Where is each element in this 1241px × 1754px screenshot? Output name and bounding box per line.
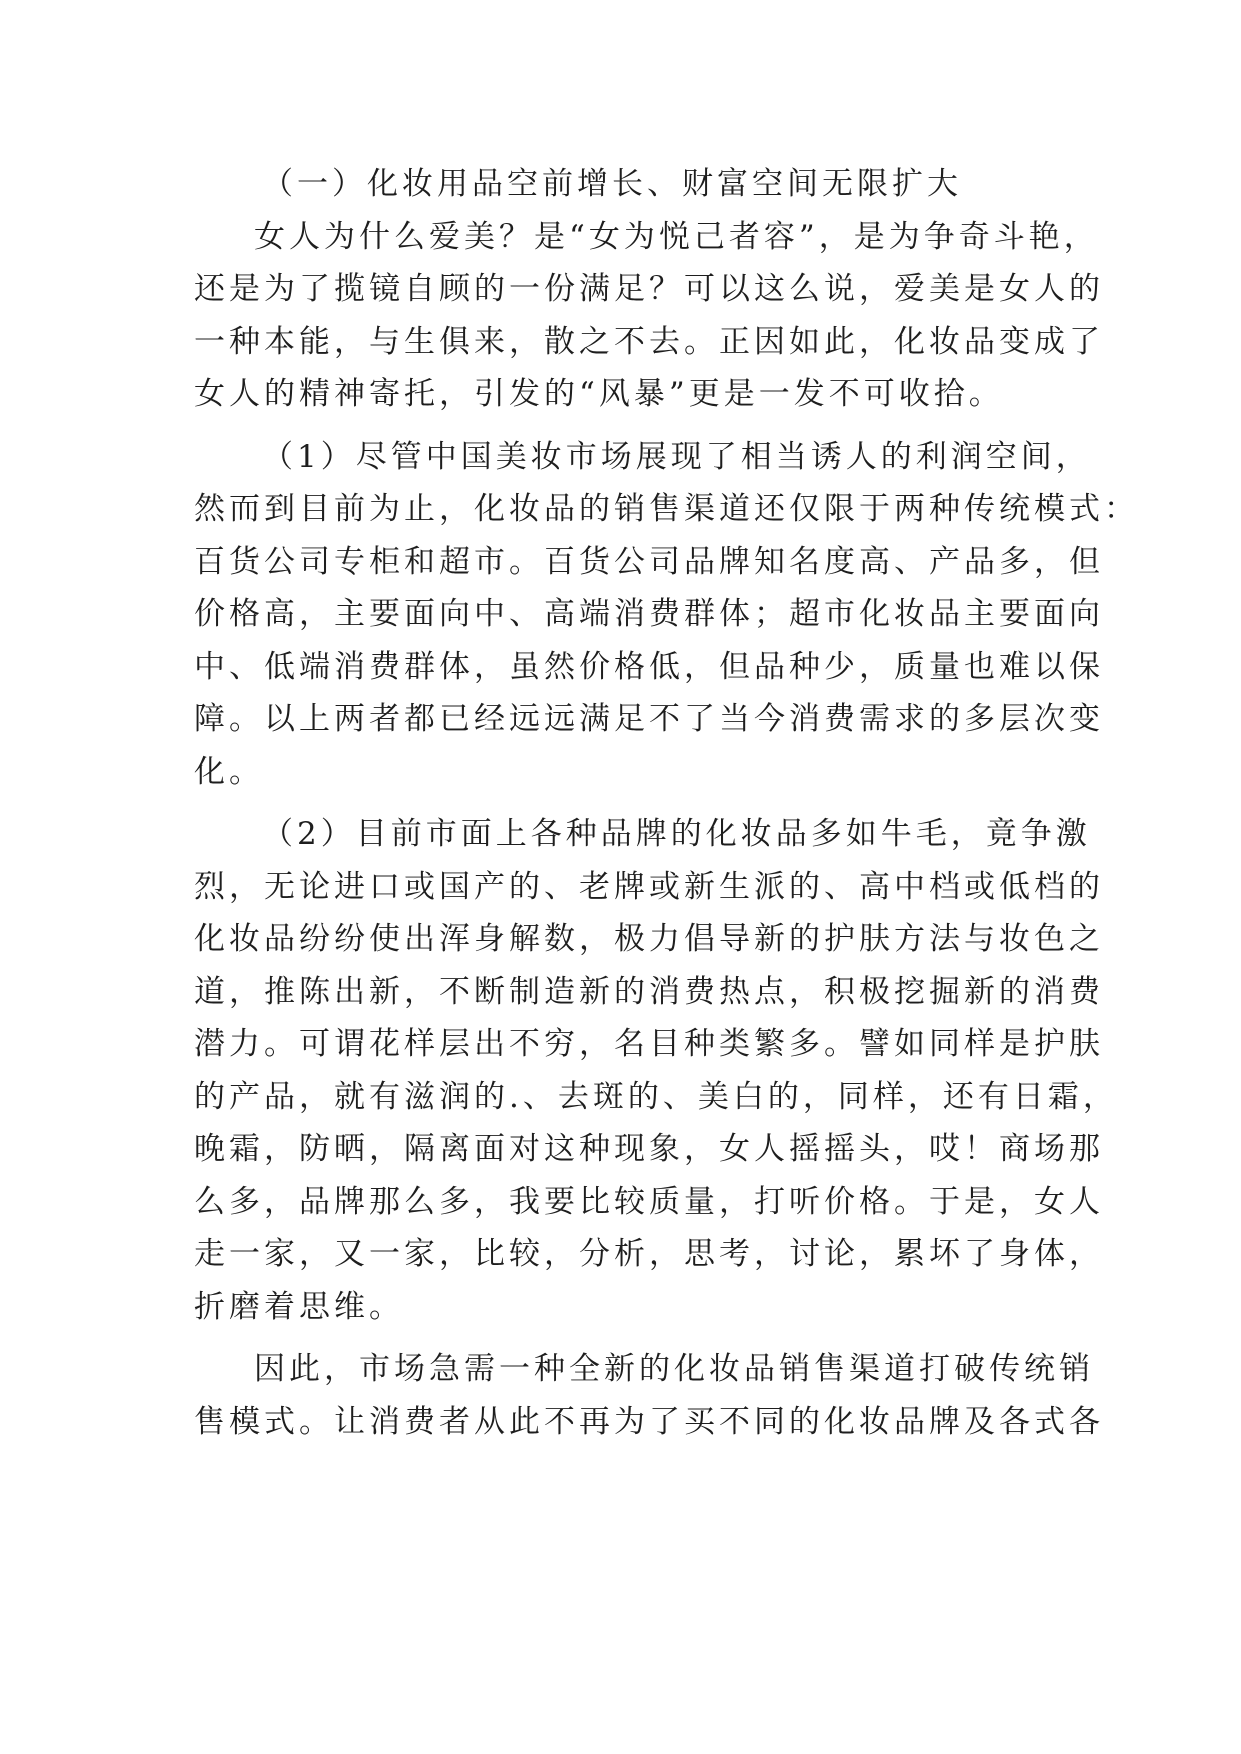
paragraph-line: 女人的精神寄托，引发的“风暴”更是一发不可收拾。 [194,376,1004,412]
paragraph-line: 潜力。可谓花样层出不穷，名目种类繁多。譬如同样是护肤 [194,1026,1104,1062]
paragraph-line: 中、低端消费群体，虽然价格低，但品种少，质量也难以保 [194,648,1104,685]
paragraph-line: 晚霜，防晒，隔离面对这种现象，女人摇摇头，哎！商场那 [194,1131,1104,1167]
paragraph-point-1 [194,431,1139,799]
paragraph-line: 价格高，主要面向中、高端消费群体；超市化妆品主要面向 [194,596,1104,632]
paragraph-line: （2）目前市面上各种品牌的化妆品多如牛毛，竟争激 [262,816,1091,852]
paragraph-line: 然而到目前为止，化妆品的销售渠道还仅限于两种传统模式： [194,491,1139,527]
paragraph-line: 一种本能，与生俱来，散之不去。正因如此，化妆品变成了 [194,323,1104,360]
paragraph-line: 还是为了揽镜自顾的一份满足？可以这么说，爱美是女人的 [194,271,1104,307]
paragraph-line: 化妆品纷纷使出浑身解数，极力倡导新的护肤方法与妆色之 [194,921,1104,957]
paragraph-line: 走一家，又一家，比较，分析，思考，讨论，累坏了身体， [194,1236,1104,1272]
paragraph-line: 折磨着思维。 [194,1288,404,1325]
section-heading: （一）化妆用品空前增长、财富空间无限扩大 [262,166,962,202]
paragraph-line: 化。 [194,753,264,790]
paragraph-line: （1）尽管中国美妆市场展现了相当诱人的利润空间， [262,438,1091,475]
paragraph-point-2 [194,808,1118,1333]
document-body [194,158,1139,1448]
paragraph-line: 的产品，就有滋润的.、去斑的、美白的，同样，还有日霜， [194,1078,1118,1115]
paragraph-line: 障。以上两者都已经远远满足不了当今消费需求的多层次变 [194,701,1104,737]
paragraph-line: 女人为什么爱美？是“女为悦己者容”，是为争奇斗艳， [254,218,1099,255]
paragraph-line: 么多，品牌那么多，我要比较质量，打听价格。于是，女人 [194,1183,1104,1220]
paragraph-line: 售模式。让消费者从此不再为了买不同的化妆品牌及各式各 [194,1403,1104,1440]
paragraph-line: 百货公司专柜和超市。百货公司品牌知名度高、产品多，但 [194,543,1104,580]
paragraph-line: 道，推陈出新，不断制造新的消费热点，积极挖掘新的消费 [194,973,1104,1010]
paragraph-intro [194,211,1104,421]
paragraph-line: 烈，无论进口或国产的、老牌或新生派的、高中档或低档的 [194,868,1104,905]
paragraph-conclusion [194,1343,1104,1448]
paragraph-line: 因此，市场急需一种全新的化妆品销售渠道打破传统销 [254,1351,1094,1387]
